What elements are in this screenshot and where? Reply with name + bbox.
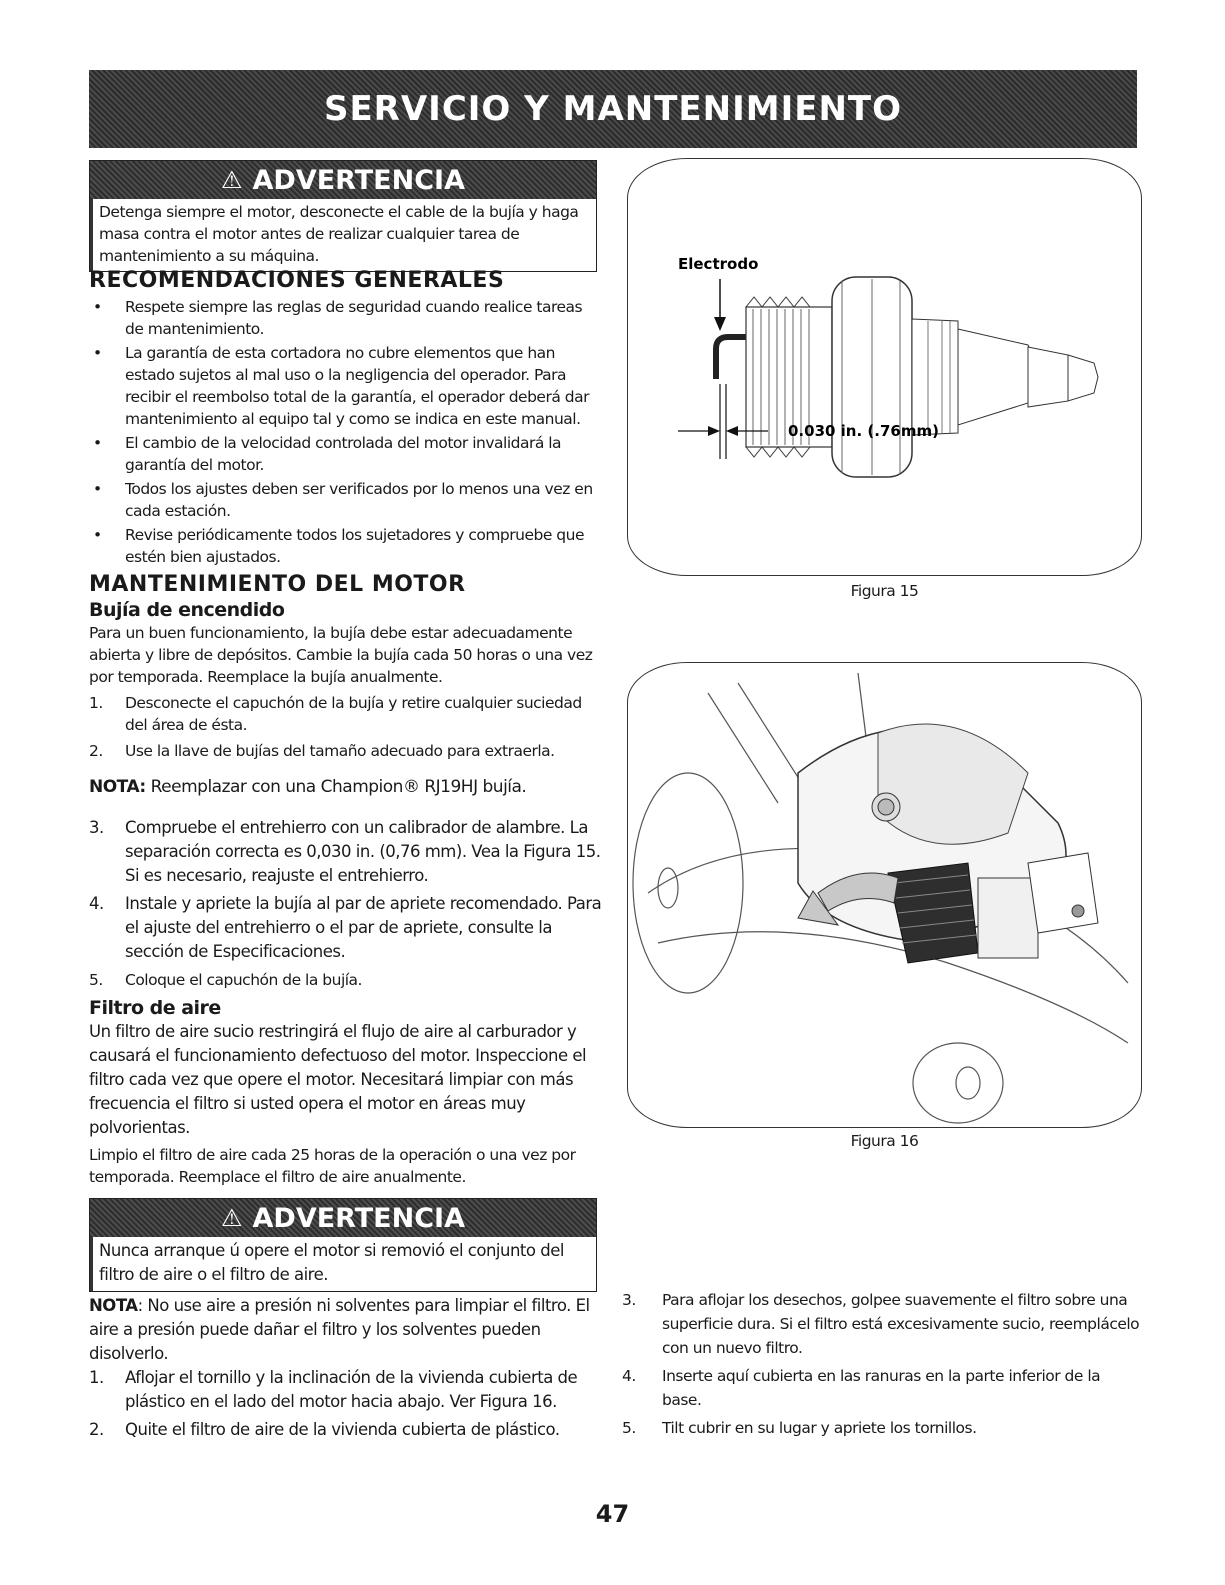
step-number: 5. [89, 971, 103, 989]
general-list [89, 296, 604, 568]
air-note [89, 1294, 604, 1366]
list-item [89, 968, 604, 992]
step-text: Quite el filtro de aire de la vivienda cubierta de plástico. [125, 1420, 560, 1439]
list-item [89, 692, 604, 736]
step-number: 5. [622, 1419, 636, 1437]
step-text: Tilt cubrir en su lugar y apriete los tornillos. [662, 1419, 977, 1437]
step-text: Coloque el capuchón de la bujía. [125, 971, 362, 989]
right-column-steps [622, 1288, 1142, 1444]
warning-text: Nunca arranque ú opere el motor si removió el conjunto del filtro de aire o el filtro de aire. [90, 1237, 596, 1291]
spark-steps-b [89, 816, 604, 992]
warning-header [90, 1199, 596, 1237]
list-item [89, 816, 604, 888]
list-item [89, 1418, 604, 1442]
warning-header [90, 161, 596, 199]
left-column-top [89, 268, 604, 1188]
electrode-label: Electrodo [678, 255, 759, 273]
step-number: 3. [622, 1291, 636, 1309]
list-item: • El cambio de la velocidad controlada del motor invalidará la garantía del motor. [89, 432, 604, 476]
step-number: 2. [89, 1420, 104, 1439]
warning-title: ADVERTENCIA [252, 164, 465, 196]
step-number: 3. [89, 818, 104, 837]
note-label: NOTA: [89, 777, 146, 797]
step-text: Instale y apriete la bujía al par de apriete recomendado. Para el ajuste del entrehierro o el par de apriete, consulte la sección de Especificaciones. [125, 894, 602, 961]
page-number: 47 [595, 1500, 630, 1528]
step-text: Inserte aquí cubierta en las ranuras en la parte inferior de la base. [662, 1367, 1101, 1409]
spark-plug-diagram [628, 159, 1140, 574]
air-paragraph-2: Limpio el filtro de aire cada 25 horas de la operación o una vez por temporada. Reemplace el filtro de aire anualmente. [89, 1146, 576, 1186]
list-item [89, 1366, 604, 1414]
list-item [622, 1416, 1142, 1440]
note-text: : No use aire a presión ni solventes para limpiar el filtro. El aire a presión puede dañar el filtro y los solventes pueden disolverlo. [89, 1296, 590, 1363]
section-banner [89, 70, 1137, 148]
left-column-bottom [89, 1294, 604, 1446]
warning-triangle-icon: ⚠ [221, 166, 243, 194]
warning-box-1 [89, 160, 597, 272]
step-number: 1. [89, 1368, 104, 1387]
step-text: Desconecte el capuchón de la bujía y retire cualquier suciedad del área de ésta. [125, 694, 582, 734]
spark-note [89, 776, 604, 798]
list-item [622, 1288, 1142, 1360]
note-text: Reemplazar con una Champion® RJ19HJ bujía. [145, 777, 527, 797]
spark-steps-a [89, 692, 604, 762]
figure-15-caption: Figura 15 [850, 582, 919, 600]
step-number: 4. [622, 1367, 636, 1385]
air-steps-left [89, 1366, 604, 1442]
step-number: 4. [89, 894, 104, 913]
spark-intro: Para un buen funcionamiento, la bujía debe estar adecuadamente abierta y libre de depósitos. Cambie la bujía cada 50 horas o una vez por temporada. Reemplace la bujía anualmente. [89, 624, 593, 686]
list-item [89, 740, 604, 762]
warning-box-2 [89, 1198, 597, 1292]
step-number: 2. [89, 742, 103, 760]
air-heading: Filtro de aire [89, 997, 221, 1019]
list-item: • Respete siempre las reglas de seguridad cuando realice tareas de mantenimiento. [89, 296, 604, 340]
list-item: • Revise periódicamente todos los sujetadores y compruebe que estén bien ajustados. [89, 524, 604, 568]
warning-triangle-icon: ⚠ [221, 1204, 243, 1232]
warning-title: ADVERTENCIA [252, 1202, 465, 1234]
step-text: Compruebe el entrehierro con un calibrador de alambre. La separación correcta es 0,030 in. (0,76 mm). Vea la Figura 15. Si es necesario, reajuste el entrehierro. [125, 818, 601, 885]
step-text: Aflojar el tornillo y la inclinación de la vivienda cubierta de plástico en el lado del motor hacia abajo. Ver Figura 16. [125, 1368, 578, 1411]
air-paragraph-1: Un filtro de aire sucio restringirá el flujo de aire al carburador y causará el funcionamiento defectuoso del motor. Inspeccione el filtro cada vez que opere el motor. Necesitará limpiar con más frecuencia el filtro si usted opera el motor en áreas muy polvorientas. [89, 1022, 587, 1137]
list-item: • La garantía de esta cortadora no cubre elementos que han estado sujetos al mal uso o la negligencia del operador. Para recibir el reembolso total de la garantía, el operador deberá dar mantenimiento al equipo tal y como se indica en este manual. [89, 342, 604, 430]
spark-heading: Bujía de encendido [89, 599, 285, 621]
air-steps-right [622, 1288, 1142, 1440]
figure-16-caption: Figura 16 [850, 1132, 919, 1150]
general-heading: RECOMENDACIONES GENERALES [89, 268, 505, 293]
motor-heading: MANTENIMIENTO DEL MOTOR [89, 572, 466, 597]
step-text: Para aflojar los desechos, golpee suavemente el filtro sobre una superficie dura. Si el filtro está excesivamente sucio, reemplácelo con un nuevo filtro. [662, 1291, 1140, 1357]
warning-text: Detenga siempre el motor, desconecte el cable de la bujía y haga masa contra el motor antes de realizar cualquier tarea de mantenimiento a su máquina. [90, 199, 596, 271]
engine-air-filter-illustration [628, 663, 1140, 1126]
list-item [89, 892, 604, 964]
figure-16-frame [627, 662, 1142, 1128]
step-text: Use la llave de bujías del tamaño adecuado para extraerla. [125, 742, 555, 760]
gap-label: 0.030 in. (.76mm) [788, 422, 939, 440]
figure-15-frame [627, 158, 1142, 576]
section-title: SERVICIO Y MANTENIMIENTO [323, 89, 903, 129]
list-item: • Todos los ajustes deben ser verificados por lo menos una vez en cada estación. [89, 478, 604, 522]
list-item [622, 1364, 1142, 1412]
step-number: 1. [89, 694, 103, 712]
note-label: NOTA [89, 1296, 138, 1315]
